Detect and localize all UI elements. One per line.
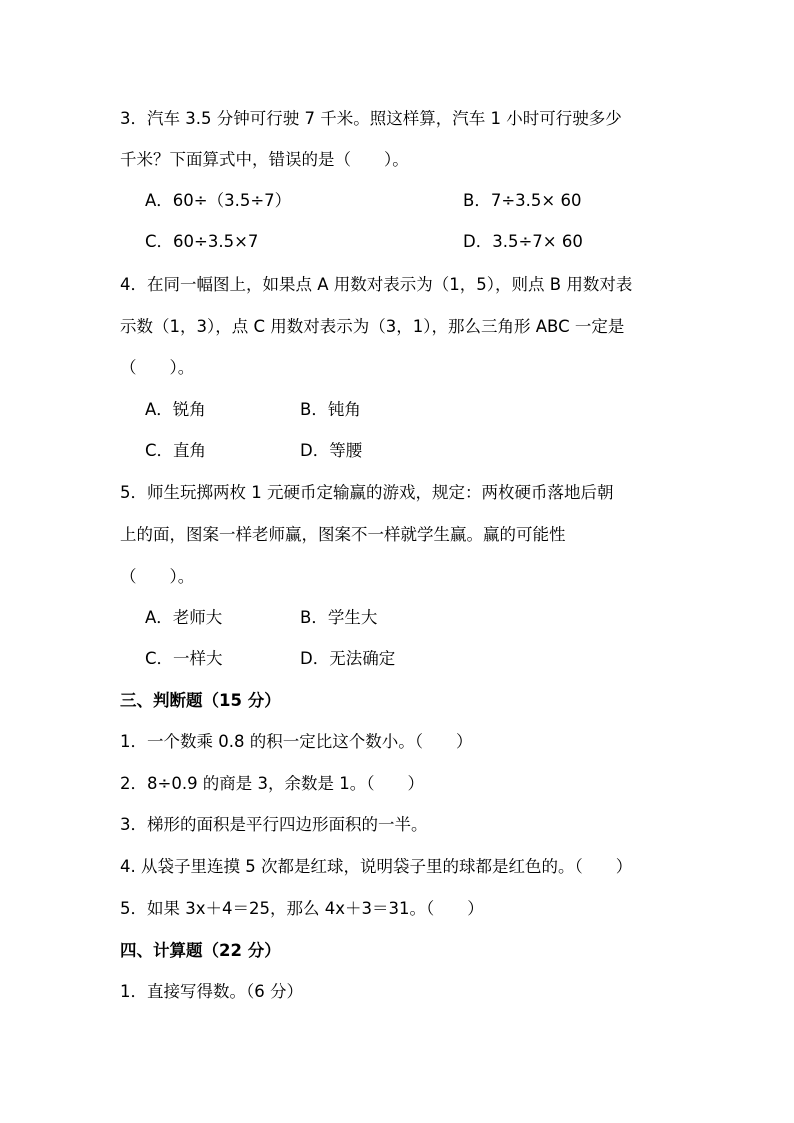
section-3-heading: 三、判断题（15 分） xyxy=(120,691,281,710)
question-3-option-b: B．7÷3.5× 60 xyxy=(463,191,582,210)
section-4-heading: 四、计算题（22 分） xyxy=(120,941,281,960)
question-4-option-a: A．锐角 xyxy=(145,400,206,419)
question-4-line-1: 4．在同一幅图上，如果点 A 用数对表示为（1，5），则点 B 用数对表 xyxy=(120,275,633,294)
question-4-option-b: B．钝角 xyxy=(300,400,361,419)
judgement-item-4: 4. 从袋子里连摸 5 次都是红球，说明袋子里的球都是红色的。（ ） xyxy=(120,857,633,876)
question-5-option-d: D．无法确定 xyxy=(300,649,396,668)
question-5-option-a: A．老师大 xyxy=(145,608,223,627)
question-3-option-a: A．60÷（3.5÷7） xyxy=(145,191,292,210)
question-4-line-2: 示数（1，3），点 C 用数对表示为（3，1），那么三角形 ABC 一定是 xyxy=(120,317,625,336)
question-3-option-c: C．60÷3.5×7 xyxy=(145,232,259,251)
question-3-line-2: 千米？下面算式中，错误的是（ ）。 xyxy=(120,150,409,169)
question-3-option-d: D．3.5÷7× 60 xyxy=(463,232,583,251)
question-4-line-3: （ ）。 xyxy=(120,358,195,377)
judgement-item-2: 2．8÷0.9 的商是 3，余数是 1。（ ） xyxy=(120,774,425,793)
judgement-item-1: 1．一个数乘 0.8 的积一定比这个数小。（ ） xyxy=(120,732,473,751)
question-5-option-c: C．一样大 xyxy=(145,649,223,668)
calculation-item-1: 1．直接写得数。（6 分） xyxy=(120,982,303,1001)
question-3-line-1: 3．汽车 3.5 分钟可行驶 7 千米。照这样算，汽车 1 小时可行驶多少 xyxy=(120,109,622,128)
question-5-line-2: 上的面，图案一样老师赢，图案不一样就学生赢。赢的可能性 xyxy=(120,525,566,544)
judgement-item-5: 5．如果 3x＋4＝25，那么 4x＋3＝31。（ ） xyxy=(120,899,484,918)
question-5-line-3: （ ）。 xyxy=(120,567,195,586)
question-5-option-b: B．学生大 xyxy=(300,608,378,627)
question-4-option-c: C．直角 xyxy=(145,441,207,460)
judgement-item-3: 3．梯形的面积是平行四边形面积的一半。 xyxy=(120,815,428,834)
question-5-line-1: 5．师生玩掷两枚 1 元硬币定输赢的游戏，规定：两枚硬币落地后朝 xyxy=(120,483,614,502)
question-4-option-d: D．等腰 xyxy=(300,441,363,460)
